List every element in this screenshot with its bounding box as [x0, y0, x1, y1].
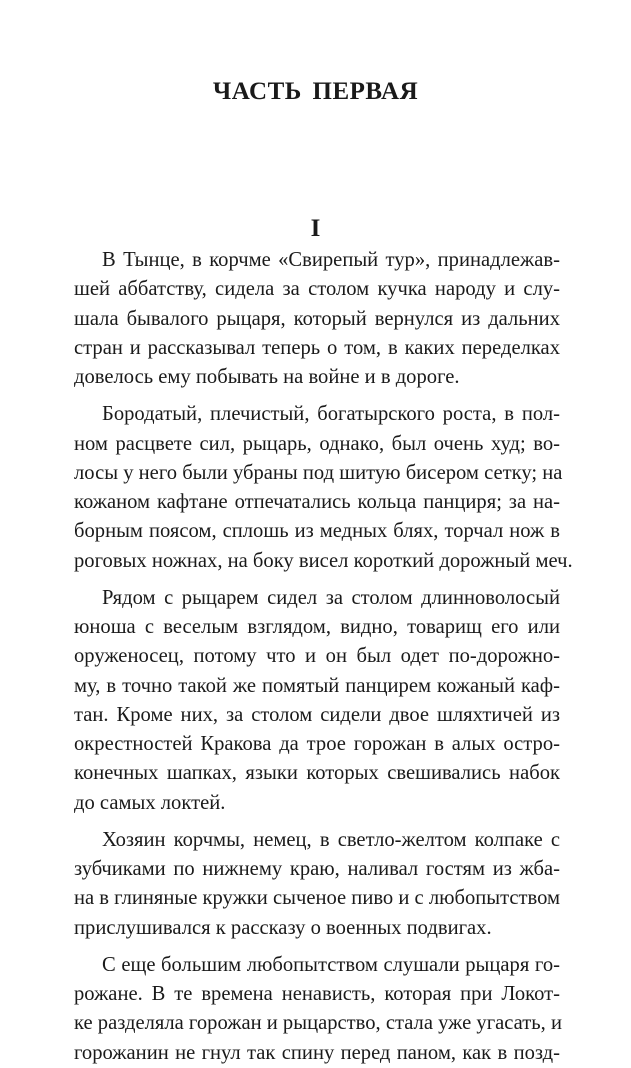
text-line: до самых локтей.: [74, 791, 226, 814]
text-line: шала бывалого рыцаря, который вернулся из дальних: [74, 307, 560, 330]
text-line: зубчиками по нижнему краю, наливал гостям из жба-: [74, 858, 560, 880]
paragraph-gap: [74, 576, 560, 584]
text-line: рожане. В те времена ненависть, которая при Локот-: [74, 983, 560, 1005]
text-line: на в глиняные кружки сыченое пиво и с любопытством: [74, 887, 561, 910]
chapter-text: [74, 246, 573, 1068]
text-line: ке разделяла горожан и рыцарство, стала уже угасать, и: [74, 1012, 562, 1035]
text-line: прислушивался к рассказу о военных подвигах.: [74, 916, 492, 939]
text-line: стран и рассказывал теперь о том, в каких переделках: [74, 336, 560, 359]
text-line: окрестностей Кракова да трое горожан в алых остро-: [74, 733, 560, 755]
text-line: Хозяин корчмы, немец, в светло-желтом колпаке с: [102, 828, 560, 851]
part-title: ЧАСТЬ ПЕРВАЯ: [212, 78, 419, 105]
text-line: довелось ему побывать на войне и в дороге.: [74, 366, 460, 388]
text-line: оруженосец, потому что и он был одет по-дорожно-: [74, 645, 560, 668]
text-line: горожанин не гнул так спину перед паном, как в позд-: [74, 1041, 560, 1064]
paragraph: [74, 584, 560, 818]
text-line: юноша с веселым взглядом, видно, товарищ его или: [74, 616, 560, 638]
text-line: С еще большим любопытством слушали рыцаря го-: [102, 953, 560, 976]
paragraph: [74, 246, 560, 392]
text-line: ном расцвете сил, рыцарь, однако, был очень худ; во-: [74, 432, 560, 455]
chapter-number: I: [310, 215, 321, 242]
text-line: Бородатый, плечистый, богатырского роста, в пол-: [102, 403, 560, 426]
paragraph-gap: [74, 943, 560, 951]
paragraph-gap: [74, 392, 560, 400]
text-line: В Тынце, в корчме «Свирепый тур», принадлежав-: [102, 249, 560, 271]
text-line: конечных шапках, языки которых свешивались набок: [74, 762, 560, 785]
paragraph: [74, 826, 560, 943]
text-line: кожаном кафтане отпечатались кольца панциря; за на-: [74, 491, 560, 513]
text-line: Рядом с рыцарем сидел за столом длинноволосый: [102, 586, 560, 609]
text-line: роговых ножнах, на боку висел короткий дорожный меч.: [74, 549, 573, 572]
paragraph-gap: [74, 818, 560, 826]
paragraph: [74, 400, 573, 576]
text-line: лосы у него были убраны под шитую бисером сетку; на: [74, 461, 563, 484]
text-line: борным поясом, сплошь из медных блях, торчал нож в: [74, 520, 560, 543]
text-line: му, в точно такой же помятый панцирем кожаный каф-: [74, 674, 560, 697]
paragraph: [74, 951, 560, 1068]
text-line: шей аббатству, сидела за столом кучка народу и слу-: [74, 278, 560, 301]
text-line: тан. Кроме них, за столом сидели двое шляхтичей из: [74, 703, 560, 726]
